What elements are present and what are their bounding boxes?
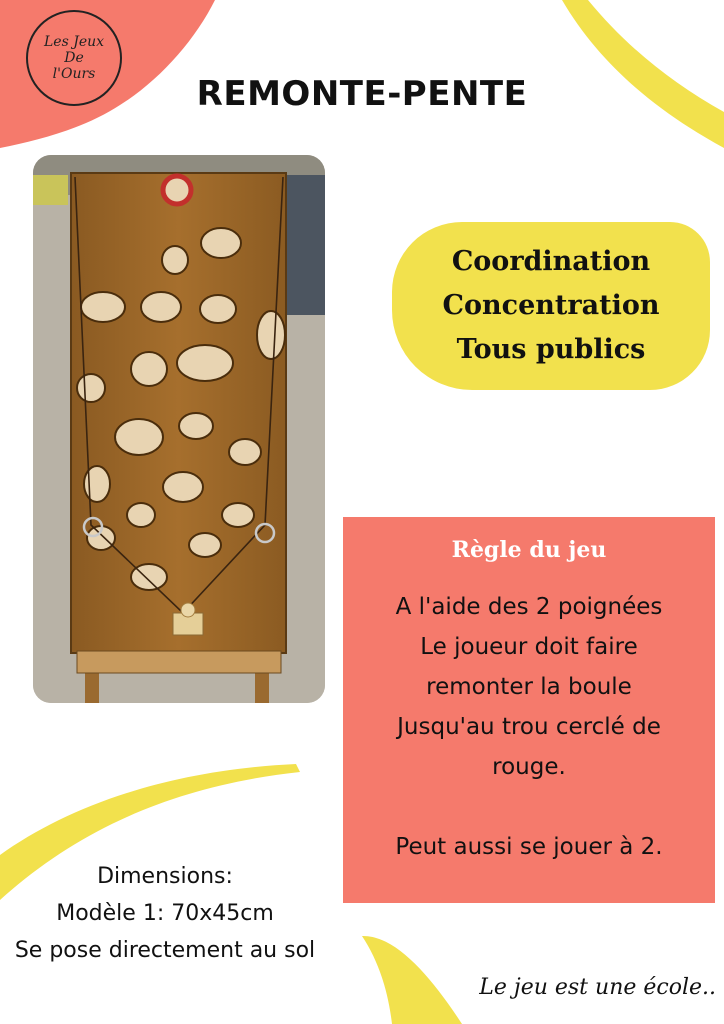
rules-text	[343, 587, 715, 787]
rules-title: Règle du jeu	[451, 537, 607, 563]
rules-line: A l'aide des 2 poignées	[395, 594, 663, 620]
quality-audience: Tous publics	[456, 334, 646, 365]
dimensions-block	[0, 858, 330, 969]
quality-coordination: Coordination	[451, 246, 651, 277]
logo-line-2: De	[64, 50, 84, 66]
quality-concentration: Concentration	[442, 290, 660, 321]
rules-box	[343, 517, 715, 903]
dimensions-heading: Dimensions:	[97, 864, 233, 889]
motto: Le jeu est une école..	[479, 975, 716, 1000]
dimensions-model: Modèle 1: 70x45cm	[56, 901, 274, 926]
rules-line: Jusqu'au trou cerclé de	[397, 714, 661, 740]
yellow-arc-bottom	[362, 936, 462, 1024]
logo-line-3: l'Ours	[52, 66, 96, 82]
rules-line: Le joueur doit faire	[420, 634, 638, 660]
rules-extra: Peut aussi se jouer à 2.	[395, 834, 663, 860]
dimensions-note: Se pose directement au sol	[14, 938, 316, 963]
game-qualities	[392, 222, 710, 390]
rules-line: remonter la boule	[426, 674, 632, 700]
game-board-photo	[33, 155, 325, 703]
page-title: REMONTE-PENTE	[196, 74, 528, 114]
logo-line-1: Les Jeux	[43, 34, 105, 50]
game-board-illustration	[33, 155, 325, 703]
rules-line: rouge.	[492, 754, 566, 780]
